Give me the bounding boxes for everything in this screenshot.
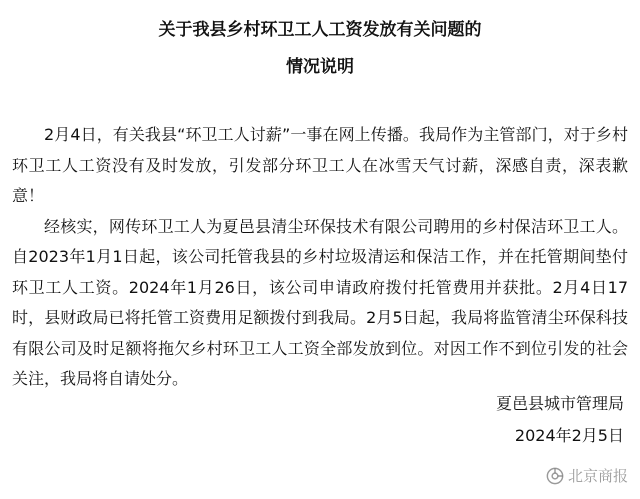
signature-date: 2024年2月5日: [514, 426, 624, 445]
watermark-logo-icon: [546, 467, 564, 485]
paragraph-verification: 经核实，网传环卫工人为夏邑县清尘环保技术有限公司聘用的乡村保洁环卫工人。自2023年1月1日起，该公司托管我县的乡村垃圾清运和保洁工作，并在托管期间垫付环卫工人工资。2024年1月26日，该公司申请政府拨付托管费用并获批。2月4日17时，县财政局已将托管工资费用足额拨付到我局。2月5日起，我局将监管清尘环保科技有限公司及时足额将拖欠乡村环卫工人工资全部发放到位。对因工作不到位引发的社会关注，我局将自请处分。: [12, 216, 628, 388]
document-body: [12, 120, 628, 395]
document-title-line2: 情况说明: [286, 57, 354, 77]
document-title-line1: 关于我县乡村环卫工人工资发放有关问题的: [158, 20, 482, 40]
watermark: [546, 465, 628, 487]
watermark-text: 北京商报: [567, 467, 628, 485]
signature-organization: 夏邑县城市管理局: [495, 394, 624, 413]
paragraph-apology: 2月4日，有关我县“环卫工人讨薪”一事在网上传播。我局作为主管部门，对于乡村环卫工人工资没有及时发放，引发部分环卫工人在冰雪天气讨薪，深感自责，深表歉意！: [12, 125, 628, 205]
